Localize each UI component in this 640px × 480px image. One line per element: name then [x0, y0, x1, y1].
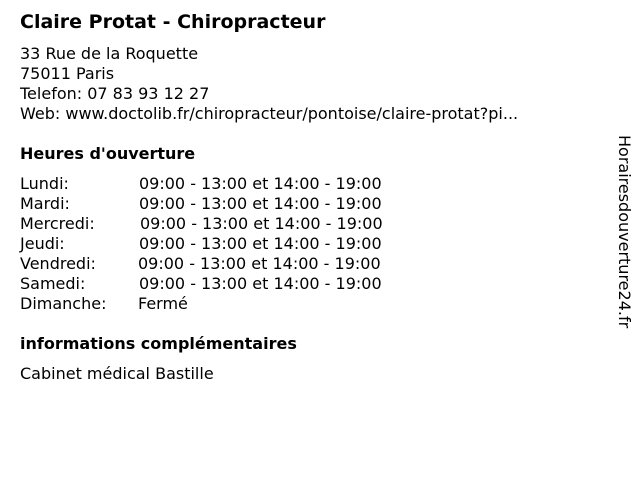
day-label: Samedi: [20, 274, 86, 293]
day-label: Mardi: [20, 194, 70, 213]
day-hours: 09:00 - 13:00 et 14:00 - 19:00 [140, 214, 383, 233]
website-link: Web: www.doctolib.fr/chiropracteur/pontoise/claire-protat?pi... [20, 104, 519, 123]
opening-hours-heading: Heures d'ouverture [20, 144, 196, 163]
day-hours: 09:00 - 13:00 et 14:00 - 19:00 [139, 194, 382, 213]
day-label: Mercredi: [20, 214, 95, 233]
day-label: Jeudi: [20, 234, 65, 253]
day-hours: 09:00 - 13:00 et 14:00 - 19:00 [139, 274, 382, 293]
day-label: Vendredi: [20, 254, 96, 273]
site-watermark: Horairesdouverture24.fr [615, 135, 634, 329]
day-label: Dimanche: [20, 294, 107, 313]
additional-info-heading: informations complémentaires [20, 334, 297, 353]
street-address: 33 Rue de la Roquette [20, 44, 199, 63]
day-label: Lundi: [20, 174, 69, 193]
address-block [20, 44, 518, 124]
business-name: Claire Protat - Chiropracteur [20, 11, 326, 33]
day-hours: 09:00 - 13:00 et 14:00 - 19:00 [139, 174, 382, 193]
phone-number: Telefon: 07 83 93 12 27 [20, 84, 210, 103]
day-hours: 09:00 - 13:00 et 14:00 - 19:00 [138, 254, 381, 273]
day-hours: Fermé [138, 294, 188, 313]
city-postcode: 75011 Paris [20, 64, 115, 83]
additional-info-text: Cabinet médical Bastille [20, 364, 214, 383]
day-hours: 09:00 - 13:00 et 14:00 - 19:00 [139, 234, 382, 253]
